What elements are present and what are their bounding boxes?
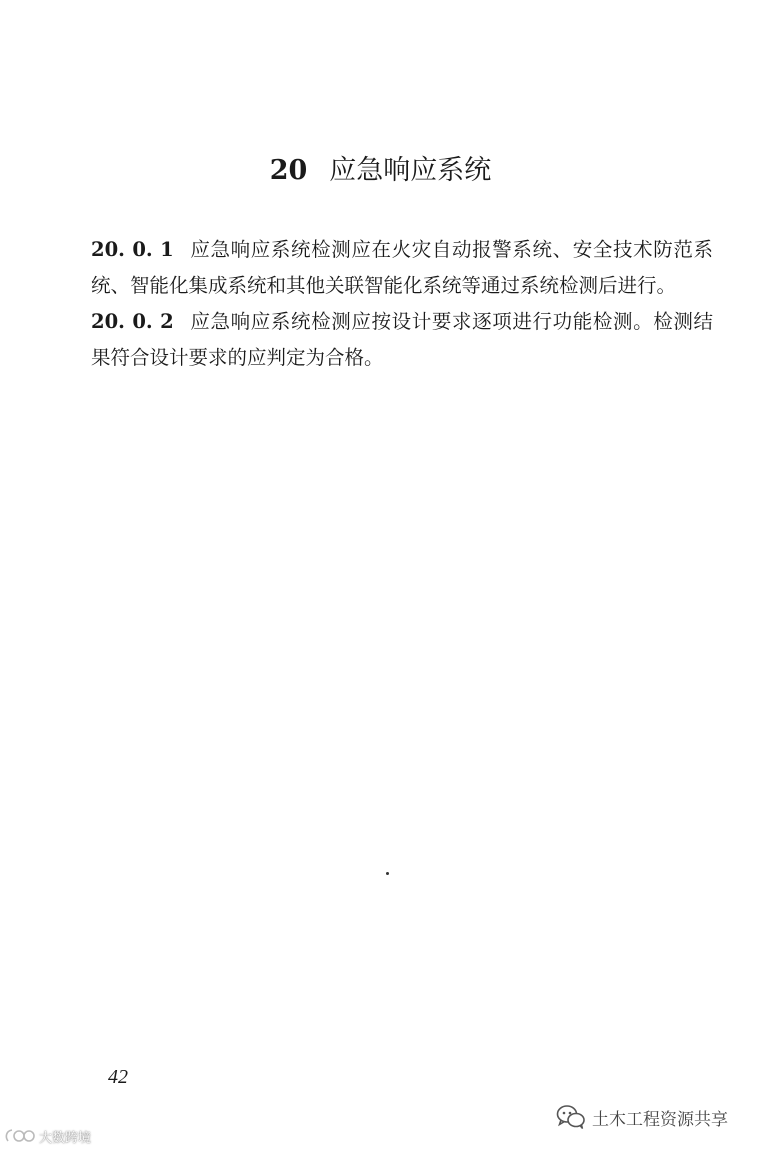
clause-number: 20. 0. 1 bbox=[91, 238, 174, 261]
watermark-source-text: 土木工程资源共享 bbox=[592, 1109, 728, 1130]
chapter-body bbox=[91, 232, 713, 376]
scan-speck bbox=[386, 872, 389, 875]
chapter-heading bbox=[0, 148, 761, 194]
clause-number: 20. 0. 2 bbox=[91, 310, 174, 333]
watermark-source bbox=[556, 1100, 751, 1134]
page-number: 42 bbox=[108, 1066, 128, 1088]
watermark-site-text: 大数跨境 bbox=[39, 1130, 92, 1146]
clause-20-0-2 bbox=[91, 304, 713, 376]
chapter-number: 20 bbox=[269, 155, 308, 186]
clause-text: 应急响应系统检测应在火灾自动报警系统、安全技术防范系统、智能化集成系统和其他关联智能化系统等通过系统检测后进行。 bbox=[91, 238, 713, 297]
clause-text: 应急响应系统检测应按设计要求逐项进行功能检测。检测结果符合设计要求的应判定为合格。 bbox=[91, 310, 713, 369]
clause-20-0-1 bbox=[91, 232, 713, 304]
camera-logo-icon bbox=[4, 1127, 36, 1145]
watermark-site bbox=[4, 1124, 91, 1148]
chapter-title-text: 应急响应系统 bbox=[329, 155, 492, 186]
wechat-icon bbox=[556, 1104, 586, 1130]
